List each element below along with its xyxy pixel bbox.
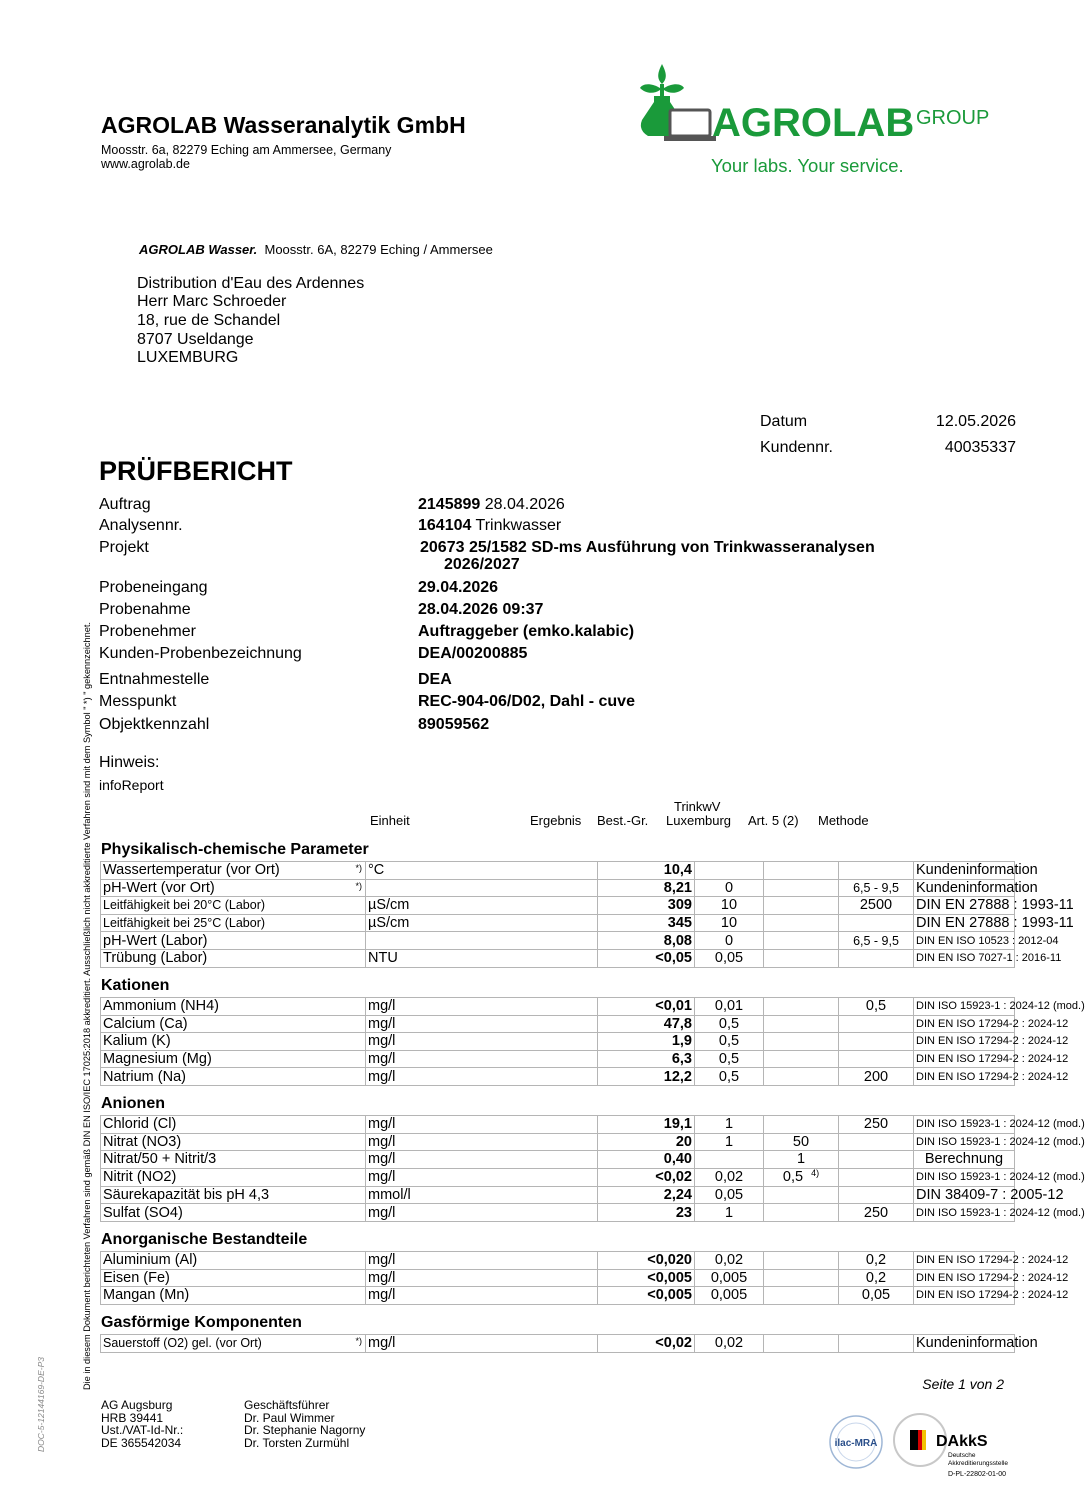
parameter-best: 0,02 bbox=[695, 1335, 764, 1353]
header-art: Art. 5 (2) bbox=[748, 813, 799, 828]
non-accredited-mark: *) bbox=[355, 880, 362, 891]
parameter-method: Kundeninformation bbox=[914, 1335, 1015, 1353]
parameter-trinkwv bbox=[764, 1335, 839, 1353]
non-accredited-mark: *) bbox=[355, 863, 362, 873]
parameter-result: <0,005 bbox=[598, 1269, 695, 1287]
parameter-result: <0,05 bbox=[598, 949, 695, 967]
footer-management-line: Dr. Stephanie Nagorny bbox=[244, 1423, 366, 1437]
parameter-name-text: pH-Wert (vor Ort) bbox=[103, 879, 215, 896]
page-number: Seite 1 von 2 bbox=[922, 1376, 1004, 1392]
parameter-method: DIN ISO 15923-1 : 2024-12 (mod.) bbox=[914, 998, 1015, 1016]
parameter-name bbox=[101, 1068, 366, 1086]
logo-group: GROUP bbox=[916, 107, 990, 129]
entnahmestelle-value: DEA bbox=[418, 671, 452, 688]
table-row bbox=[101, 932, 1015, 950]
table-physikalisch bbox=[100, 861, 1074, 968]
company-address: Moosstr. 6a, 82279 Eching am Ammersee, Germany bbox=[101, 143, 392, 157]
parameter-result: 47,8 bbox=[598, 1015, 695, 1033]
non-accredited-mark: *) bbox=[355, 1336, 362, 1346]
parameter-unit: mg/l bbox=[366, 1252, 598, 1270]
parameter-trinkwv bbox=[764, 932, 839, 950]
parameter-best: 0,01 bbox=[695, 998, 764, 1016]
parameter-unit: mg/l bbox=[366, 998, 598, 1016]
parameter-name bbox=[101, 998, 366, 1016]
parameter-name-text: Wassertemperatur (vor Ort) bbox=[103, 862, 280, 879]
analysennr-type: Trinkwasser bbox=[471, 517, 562, 534]
parameter-trinkwv bbox=[764, 949, 839, 967]
document-code: DOC-5-12144169-DE-P3 bbox=[36, 1357, 46, 1452]
parameter-result: 0,40 bbox=[598, 1151, 695, 1169]
table-row bbox=[101, 1335, 1015, 1353]
header-methode: Methode bbox=[818, 813, 869, 828]
parameter-method: DIN EN ISO 17294-2 : 2024-12 bbox=[914, 1050, 1015, 1068]
probenehmer-value: Auftraggeber (emko.kalabic) bbox=[418, 623, 635, 640]
parameter-method: DIN EN ISO 17294-2 : 2024-12 bbox=[914, 1252, 1015, 1270]
datum-value: 12.05.2026 bbox=[935, 413, 1016, 430]
probenahme-label: Probenahme bbox=[99, 601, 191, 618]
parameter-name-text: Leitfähigkeit bei 20°C (Labor) bbox=[103, 898, 266, 913]
table-row bbox=[101, 1287, 1015, 1305]
parameter-trinkwv bbox=[764, 1068, 839, 1086]
parameter-result: 8,08 bbox=[598, 932, 695, 950]
table-row bbox=[101, 914, 1015, 932]
table-kationen bbox=[100, 997, 1085, 1086]
recipient-line-2: Herr Marc Schroeder bbox=[137, 293, 287, 310]
parameter-trinkwv bbox=[764, 1186, 839, 1204]
parameter-result: <0,020 bbox=[598, 1252, 695, 1270]
entnahmestelle-label: Entnahmestelle bbox=[99, 671, 210, 688]
table-row bbox=[101, 1269, 1015, 1287]
footnote-mark: 4) bbox=[811, 1167, 820, 1178]
parameter-name-text: Säurekapazität bis pH 4,3 bbox=[103, 1187, 270, 1204]
parameter-best: 0,005 bbox=[695, 1269, 764, 1287]
table-row bbox=[101, 998, 1015, 1016]
probeneingang-label: Probeneingang bbox=[99, 579, 208, 596]
parameter-result: 23 bbox=[598, 1204, 695, 1222]
footer-management-line: Dr. Torsten Zurmühl bbox=[244, 1435, 350, 1450]
parameter-result: <0,02 bbox=[598, 1168, 695, 1186]
parameter-unit: °C bbox=[366, 862, 598, 880]
logo-tagline: Your labs. Your service. bbox=[711, 155, 904, 176]
auftrag-number: 2145899 bbox=[418, 496, 481, 513]
company-website[interactable]: www.agrolab.de bbox=[101, 157, 190, 171]
parameter-best: 0,5 bbox=[695, 1015, 764, 1033]
table-row bbox=[101, 1015, 1015, 1033]
parameter-name bbox=[101, 1116, 366, 1134]
header-ergebnis: Ergebnis bbox=[530, 813, 582, 828]
table-row bbox=[101, 897, 1015, 915]
parameter-name bbox=[101, 1287, 366, 1305]
parameter-art bbox=[839, 1151, 914, 1169]
parameter-best: 10 bbox=[695, 897, 764, 915]
analysennr-number: 164104 bbox=[418, 517, 472, 534]
parameter-name-text: Calcium (Ca) bbox=[103, 1015, 188, 1032]
parameter-art: 0,2 bbox=[839, 1252, 914, 1270]
parameter-unit: mmol/l bbox=[366, 1186, 598, 1204]
table-row bbox=[101, 1033, 1015, 1051]
parameter-result: 8,21 bbox=[598, 879, 695, 897]
header-trinkwv: TrinkwV bbox=[674, 799, 721, 814]
parameter-method: DIN 38409-7 : 2005-12 bbox=[914, 1186, 1015, 1204]
parameter-name-text: Kalium (K) bbox=[103, 1033, 171, 1050]
parameter-unit: NTU bbox=[366, 949, 598, 967]
header-best: Best.-Gr. bbox=[597, 813, 649, 828]
parameter-trinkwv bbox=[764, 1269, 839, 1287]
footer-registration-line: DE 365542034 bbox=[101, 1435, 182, 1450]
datum-label: Datum bbox=[760, 413, 808, 430]
parameter-best: 0,02 bbox=[695, 1252, 764, 1270]
section-anorganische: Anorganische Bestandteile bbox=[101, 1231, 308, 1248]
footer-registration-line: AG Augsburg bbox=[101, 1398, 173, 1412]
parameter-method: Kundeninformation bbox=[914, 862, 1015, 880]
parameter-name bbox=[101, 862, 366, 880]
parameter-art: 200 bbox=[839, 1068, 914, 1086]
parameter-method: DIN EN ISO 10523 : 2012-04 bbox=[914, 932, 1015, 950]
parameter-best: 1 bbox=[695, 1204, 764, 1222]
parameter-trinkwv-text: 1 bbox=[796, 1151, 806, 1168]
parameter-result: 2,24 bbox=[598, 1186, 695, 1204]
parameter-art bbox=[839, 1050, 914, 1068]
parameter-name-text: Natrium (Na) bbox=[103, 1068, 186, 1085]
table-anorganische bbox=[100, 1251, 1069, 1305]
parameter-name bbox=[101, 1204, 366, 1222]
table-row bbox=[101, 1050, 1015, 1068]
parameter-name bbox=[101, 1133, 366, 1151]
parameter-art bbox=[839, 914, 914, 932]
parameter-unit: mg/l bbox=[366, 1068, 598, 1086]
parameter-method: DIN ISO 15923-1 : 2024-12 (mod.) bbox=[914, 1116, 1015, 1134]
parameter-art: 250 bbox=[839, 1116, 914, 1134]
dakks-sub2: Akkreditierungsstelle bbox=[948, 1460, 1008, 1467]
footer-registration bbox=[101, 1399, 183, 1449]
parameter-name bbox=[101, 1033, 366, 1051]
parameter-name-text: Nitrit (NO2) bbox=[103, 1169, 177, 1186]
parameter-result: <0,02 bbox=[598, 1335, 695, 1353]
parameter-art: 6,5 - 9,5 bbox=[839, 879, 914, 897]
projekt-label: Projekt bbox=[99, 539, 149, 556]
parameter-name-text: Nitrat (NO3) bbox=[103, 1133, 182, 1150]
auftrag-value bbox=[418, 496, 565, 514]
parameter-name-text: Sulfat (SO4) bbox=[103, 1204, 183, 1221]
footer-management-line: Geschäftsführer bbox=[244, 1398, 330, 1412]
parameter-art bbox=[839, 1015, 914, 1033]
table-anionen bbox=[100, 1115, 1085, 1222]
section-gasfoermige: Gasförmige Komponenten bbox=[101, 1314, 302, 1331]
sender-name: AGROLAB Wasser. bbox=[139, 242, 258, 257]
parameter-best: 1 bbox=[695, 1116, 764, 1134]
parameter-name-text: Leitfähigkeit bei 25°C (Labor) bbox=[103, 916, 266, 931]
header-luxemburg: Luxemburg bbox=[666, 813, 732, 828]
parameter-result: 10,4 bbox=[598, 862, 695, 880]
recipient-line-4: 8707 Useldange bbox=[137, 331, 254, 348]
logo-brand: AGROLAB bbox=[712, 101, 915, 145]
parameter-result: 309 bbox=[598, 897, 695, 915]
probenahme-value: 28.04.2026 09:37 bbox=[418, 601, 544, 618]
parameter-trinkwv bbox=[764, 914, 839, 932]
parameter-method: DIN ISO 15923-1 : 2024-12 (mod.) bbox=[914, 1204, 1015, 1222]
parameter-method: Kundeninformation bbox=[914, 879, 1015, 897]
parameter-unit: mg/l bbox=[366, 1133, 598, 1151]
table-row bbox=[101, 1204, 1015, 1222]
objektkennzahl-label: Objektkennzahl bbox=[99, 716, 210, 733]
parameter-method: DIN EN ISO 17294-2 : 2024-12 bbox=[914, 1033, 1015, 1051]
agrolab-logo bbox=[640, 58, 1010, 178]
parameter-art bbox=[839, 1335, 914, 1353]
parameter-name-text: Nitrat/50 + Nitrit/3 bbox=[103, 1151, 217, 1168]
parameter-method: DIN EN 27888 : 1993-11 bbox=[914, 914, 1015, 932]
table-row bbox=[101, 1116, 1015, 1134]
parameter-art: 250 bbox=[839, 1204, 914, 1222]
projekt-value-line-2: 2026/2027 bbox=[444, 556, 520, 573]
parameter-name bbox=[101, 1050, 366, 1068]
probenehmer-label: Probenehmer bbox=[99, 623, 196, 640]
inforeport-label: infoReport bbox=[99, 777, 164, 793]
auftrag-date: 28.04.2026 bbox=[480, 496, 565, 513]
dakks-sub1: Deutsche bbox=[948, 1452, 976, 1459]
parameter-unit: mg/l bbox=[366, 1168, 598, 1186]
footer-management-line: Dr. Paul Wimmer bbox=[244, 1410, 335, 1425]
parameter-unit: mg/l bbox=[366, 1151, 598, 1169]
parameter-name bbox=[101, 1168, 366, 1186]
table-row bbox=[101, 949, 1015, 967]
parameter-art: 6,5 - 9,5 bbox=[839, 932, 914, 950]
plant-flask-icon bbox=[640, 64, 716, 141]
parameter-unit: mg/l bbox=[366, 1335, 598, 1353]
ilac-label: ilac-MRA bbox=[834, 1438, 878, 1449]
parameter-trinkwv bbox=[764, 1133, 839, 1151]
probeneingang-value: 29.04.2026 bbox=[418, 579, 499, 596]
parameter-unit: mg/l bbox=[366, 1050, 598, 1068]
parameter-art: 2500 bbox=[839, 897, 914, 915]
parameter-art bbox=[839, 1033, 914, 1051]
parameter-best bbox=[695, 1151, 764, 1169]
parameter-trinkwv bbox=[764, 1287, 839, 1305]
parameter-method: DIN EN ISO 7027-1 : 2016-11 bbox=[914, 949, 1015, 967]
parameter-trinkwv bbox=[764, 1116, 839, 1134]
sender-address: Moosstr. 6A, 82279 Eching / Ammersee bbox=[264, 242, 493, 257]
parameter-unit: mg/l bbox=[366, 1204, 598, 1222]
accreditation-logos bbox=[828, 1410, 1028, 1485]
parameter-unit: µS/cm bbox=[366, 897, 598, 915]
parameter-trinkwv bbox=[764, 1204, 839, 1222]
parameter-unit: mg/l bbox=[366, 1287, 598, 1305]
parameter-unit: µS/cm bbox=[366, 914, 598, 932]
parameter-best: 10 bbox=[695, 914, 764, 932]
accreditation-side-note: Die in diesem Dokument berichteten Verfahren sind gemäß DIN EN ISO/IEC 17025:2018 akkreditiert. Ausschließlich nicht akkreditierte Verfahren sind mit dem Symbol " *) " gekennzeichnet. bbox=[82, 622, 92, 1390]
parameter-unit bbox=[366, 932, 598, 950]
parameter-method: DIN ISO 15923-1 : 2024-12 (mod.) bbox=[914, 1168, 1015, 1186]
ilac-mra-icon bbox=[830, 1416, 882, 1468]
recipient-line-1: Distribution d'Eau des Ardennes bbox=[137, 275, 365, 292]
messpunkt-label: Messpunkt bbox=[99, 693, 177, 710]
parameter-method: DIN ISO 15923-1 : 2024-12 (mod.) bbox=[914, 1133, 1015, 1151]
parameter-art bbox=[839, 862, 914, 880]
objektkennzahl-value: 89059562 bbox=[418, 716, 490, 733]
parameter-best: 0,5 bbox=[695, 1068, 764, 1086]
parameter-name bbox=[101, 914, 366, 932]
hinweis-label: Hinweis: bbox=[99, 754, 160, 771]
auftrag-label: Auftrag bbox=[99, 496, 151, 513]
parameter-trinkwv bbox=[764, 1151, 839, 1169]
parameter-result: 1,9 bbox=[598, 1033, 695, 1051]
parameter-name-text: pH-Wert (Labor) bbox=[103, 932, 208, 949]
parameter-best: 0,05 bbox=[695, 949, 764, 967]
parameter-trinkwv bbox=[764, 897, 839, 915]
parameter-result: <0,01 bbox=[598, 998, 695, 1016]
parameter-unit: mg/l bbox=[366, 1033, 598, 1051]
messpunkt-value: REC-904-06/D02, Dahl - cuve bbox=[418, 693, 635, 710]
parameter-method: DIN EN ISO 17294-2 : 2024-12 bbox=[914, 1269, 1015, 1287]
parameter-art: 0,2 bbox=[839, 1269, 914, 1287]
parameter-art bbox=[839, 1186, 914, 1204]
parameter-name bbox=[101, 879, 366, 897]
parameter-name-text: Aluminium (Al) bbox=[103, 1252, 198, 1269]
parameter-name bbox=[101, 897, 366, 915]
parameter-trinkwv bbox=[764, 1033, 839, 1051]
parameter-unit: mg/l bbox=[366, 1015, 598, 1033]
parameter-best: 0 bbox=[695, 932, 764, 950]
parameter-name bbox=[101, 1269, 366, 1287]
parameter-best: 0,5 bbox=[695, 1033, 764, 1051]
parameter-result: 19,1 bbox=[598, 1116, 695, 1134]
parameter-name bbox=[101, 949, 366, 967]
parameter-trinkwv bbox=[764, 1015, 839, 1033]
parameter-result: <0,005 bbox=[598, 1287, 695, 1305]
kundennr-label: Kundennr. bbox=[760, 439, 833, 456]
table-row bbox=[101, 1186, 1015, 1204]
parameter-best: 0,5 bbox=[695, 1050, 764, 1068]
dakks-id: D-PL-22802-01-00 bbox=[948, 1471, 1006, 1478]
parameter-trinkwv bbox=[764, 1168, 839, 1186]
table-row bbox=[101, 1168, 1015, 1186]
parameter-best: 0 bbox=[695, 879, 764, 897]
header-einheit: Einheit bbox=[370, 813, 410, 828]
parameter-trinkwv bbox=[764, 1252, 839, 1270]
parameter-unit bbox=[366, 879, 598, 897]
parameter-unit: mg/l bbox=[366, 1269, 598, 1287]
parameter-art: 0,5 bbox=[839, 998, 914, 1016]
parameter-art bbox=[839, 949, 914, 967]
parameter-name bbox=[101, 932, 366, 950]
parameter-best: 1 bbox=[695, 1133, 764, 1151]
parameter-method: DIN EN ISO 17294-2 : 2024-12 bbox=[914, 1015, 1015, 1033]
table-row bbox=[101, 1151, 1015, 1169]
kundennr-value: 40035337 bbox=[944, 439, 1016, 456]
parameter-name bbox=[101, 1151, 366, 1169]
table-row bbox=[101, 1252, 1015, 1270]
parameter-method: DIN EN 27888 : 1993-11 bbox=[914, 897, 1015, 915]
parameter-name bbox=[101, 1186, 366, 1204]
dakks-label: DAkkS bbox=[936, 1433, 988, 1450]
parameter-name-text: Ammonium (NH4) bbox=[103, 998, 220, 1015]
parameter-best: 0,05 bbox=[695, 1186, 764, 1204]
parameter-result: 345 bbox=[598, 914, 695, 932]
parameter-art bbox=[839, 1168, 914, 1186]
parameter-trinkwv bbox=[764, 998, 839, 1016]
table-row bbox=[101, 862, 1015, 880]
parameter-result: 20 bbox=[598, 1133, 695, 1151]
parameter-name bbox=[101, 1252, 366, 1270]
table-gasfoermige bbox=[100, 1334, 1038, 1353]
table-row bbox=[101, 1068, 1015, 1086]
table-row bbox=[101, 879, 1015, 897]
section-kationen: Kationen bbox=[101, 977, 170, 994]
parameter-unit: mg/l bbox=[366, 1116, 598, 1134]
parameter-best bbox=[695, 862, 764, 880]
parameter-method: DIN EN ISO 17294-2 : 2024-12 bbox=[914, 1287, 1015, 1305]
parameter-name-text: Trübung (Labor) bbox=[103, 950, 208, 967]
parameter-method: DIN EN ISO 17294-2 : 2024-12 bbox=[914, 1068, 1015, 1086]
parameter-art bbox=[839, 1133, 914, 1151]
dakks-icon bbox=[894, 1414, 1008, 1478]
projekt-value-line-1: 20673 25/1582 SD-ms Ausführung von Trinkwasseranalysen bbox=[420, 539, 875, 556]
analysennr-label: Analysennr. bbox=[99, 517, 183, 534]
recipient-line-3: 18, rue de Schandel bbox=[137, 312, 281, 329]
parameter-best: 0,005 bbox=[695, 1287, 764, 1305]
parameter-trinkwv bbox=[764, 879, 839, 897]
section-physikalisch: Physikalisch-chemische Parameter bbox=[101, 841, 369, 858]
parameter-trinkwv bbox=[764, 862, 839, 880]
table-row bbox=[101, 1133, 1015, 1151]
parameter-trinkwv-text: 50 bbox=[792, 1133, 810, 1150]
parameter-method: Berechnung bbox=[914, 1151, 1015, 1169]
sender-line bbox=[139, 242, 493, 257]
parameter-name-text: Magnesium (Mg) bbox=[103, 1051, 212, 1068]
parameter-name-text: Mangan (Mn) bbox=[103, 1287, 190, 1304]
footer-registration-line: Ust./VAT-Id-Nr.: bbox=[101, 1423, 184, 1437]
report-title: PRÜFBERICHT bbox=[99, 456, 293, 486]
parameter-best: 0,02 bbox=[695, 1168, 764, 1186]
parameter-name-text: Eisen (Fe) bbox=[103, 1269, 170, 1286]
parameter-name-text: Sauerstoff (O2) gel. (vor Ort) bbox=[103, 1336, 262, 1351]
parameter-name bbox=[101, 1015, 366, 1033]
kunden-probenbezeichnung-value: DEA/00200885 bbox=[418, 645, 528, 662]
company-name: AGROLAB Wasseranalytik GmbH bbox=[101, 112, 466, 138]
parameter-art: 0,05 bbox=[839, 1287, 914, 1305]
section-anionen: Anionen bbox=[101, 1095, 165, 1112]
analysennr-value bbox=[418, 517, 561, 535]
parameter-name-text: Chlorid (Cl) bbox=[103, 1116, 177, 1133]
recipient-line-5: LUXEMBURG bbox=[137, 349, 239, 366]
footer-management bbox=[244, 1399, 365, 1449]
parameter-result: 6,3 bbox=[598, 1050, 695, 1068]
parameter-trinkwv-text: 0,5 bbox=[782, 1168, 804, 1185]
kunden-probenbezeichnung-label: Kunden-Probenbezeichnung bbox=[99, 645, 302, 662]
parameter-name bbox=[101, 1335, 366, 1353]
footer-registration-line: HRB 39441 bbox=[101, 1410, 164, 1425]
parameter-trinkwv bbox=[764, 1050, 839, 1068]
parameter-result: 12,2 bbox=[598, 1068, 695, 1086]
